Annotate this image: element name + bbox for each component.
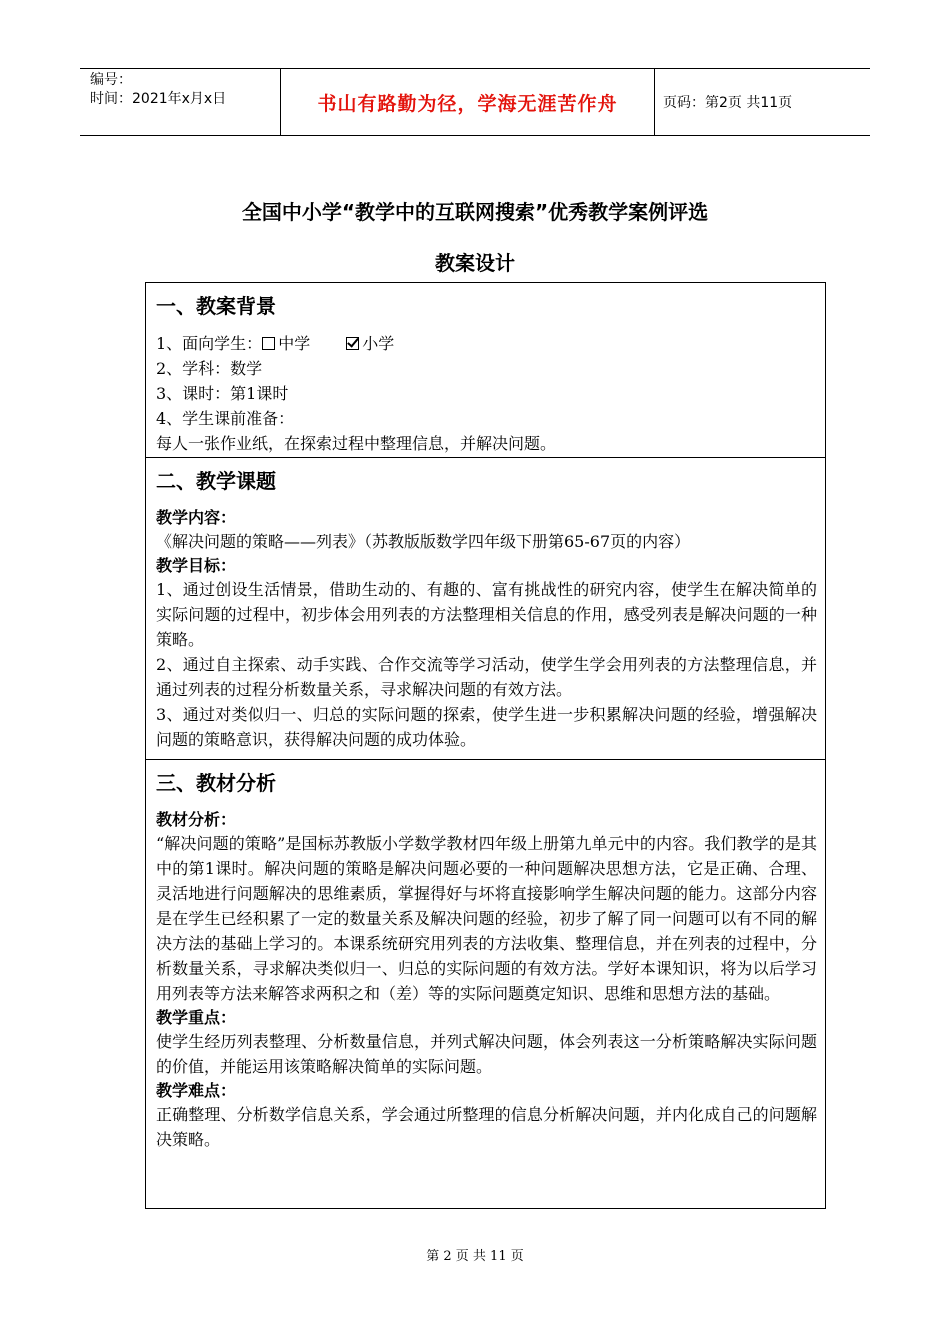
option-middle-label: 中学 <box>278 334 311 353</box>
header-motto: 书山有路勤为径，学海无涯苦作舟 <box>281 69 655 135</box>
lesson-line: 3、课时：第1课时 <box>156 384 289 403</box>
difficulty-label: 教学难点： <box>156 1081 237 1100</box>
page-footer: 第 2 页 共 11 页 <box>426 1249 524 1264</box>
header-left <box>80 69 281 135</box>
goals-label: 教学目标： <box>156 556 237 575</box>
document-title: 全国中小学“教学中的互联网搜索”优秀教学案例评选 <box>241 200 709 224</box>
content-label: 教学内容： <box>156 508 237 527</box>
prep-detail: 每人一张作业纸，在探索过程中整理信息，并解决问题。 <box>156 434 557 453</box>
header-page-info: 页码：第2页 共11页 <box>663 95 793 111</box>
option-primary-label: 小学 <box>362 334 395 353</box>
content-text: 《解决问题的策略——列表》（苏教版版数学四年级下册第65-67页的内容） <box>156 532 691 551</box>
section-background <box>146 283 825 458</box>
target-label: 1、面向学生： <box>156 334 263 353</box>
section-topic <box>146 458 825 760</box>
document-subtitle: 教案设计 <box>435 251 515 275</box>
page-header <box>80 68 870 136</box>
goal-1: 1、通过创设生活情景，借助生动的、有趣的、富有挑战性的研究内容，使学生在解决简单的实际问题的过程中，初步体会用列表的方法整理相关信息的作用，感受列表是解决问题的一种策略。 <box>156 580 817 649</box>
key-label: 教学重点： <box>156 1008 237 1027</box>
section-heading: 一、教案背景 <box>156 294 276 318</box>
checkbox-primary-school[interactable] <box>346 337 359 350</box>
analysis-label: 教材分析： <box>156 810 237 829</box>
difficulty-text: 正确整理、分析数学信息关系，学会通过所整理的信息分析解决问题，并内化成自己的问题解决策略。 <box>156 1105 817 1149</box>
prep-line: 4、学生课前准备： <box>156 409 295 428</box>
subject-line: 2、学科：数学 <box>156 359 263 378</box>
key-text: 使学生经历列表整理、分析数量信息，并列式解决问题，体会列表这一分析策略解决实际问题的价值，并能运用该策略解决简单的实际问题。 <box>156 1032 817 1076</box>
checkbox-middle-school[interactable] <box>262 337 275 350</box>
goal-2: 2、通过自主探索、动手实践、合作交流等学习活动，使学生学会用列表的方法整理信息，并通过列表的过程分析数量关系，寻求解决问题的有效方法。 <box>156 655 817 699</box>
lesson-plan-table <box>145 282 826 1209</box>
number-label: 编号： <box>90 72 132 88</box>
target-students-line <box>156 331 817 356</box>
section-heading: 三、教材分析 <box>156 771 276 795</box>
section-material <box>146 760 825 1156</box>
goal-3: 3、通过对类似归一、归总的实际问题的探索，使学生进一步积累解决问题的经验，增强解决问题的策略意识，获得解决问题的成功体验。 <box>156 705 817 749</box>
time-label: 时间：2021年x月x日 <box>90 91 227 107</box>
analysis-text: “解决问题的策略”是国标苏教版小学数学教材四年级上册第九单元中的内容。我们教学的是其中的第1课时。解决问题的策略是解决问题必要的一种问题解决思想方法，它是正确、合理、灵活地进行问题解决的思维素质，掌握得好与坏将直接影响学生解决问题的能力。这部分内容是在学生已经积累了一定的数量关系及解决问题的经验，初步了解了同一问题可以有不同的解决方法的基础上学习的。本课系统研究用列表的方法收集、整理信息，并在列表的过程中，分析数量关系，寻求解决类似归一、归总的实际问题的有效方法。学好本课知识，将为以后学习用列表等方法来解答求两积之和（差）等的实际问题奠定知识、思维和思想方法的基础。 <box>156 834 817 1003</box>
section-heading: 二、教学课题 <box>156 469 276 493</box>
